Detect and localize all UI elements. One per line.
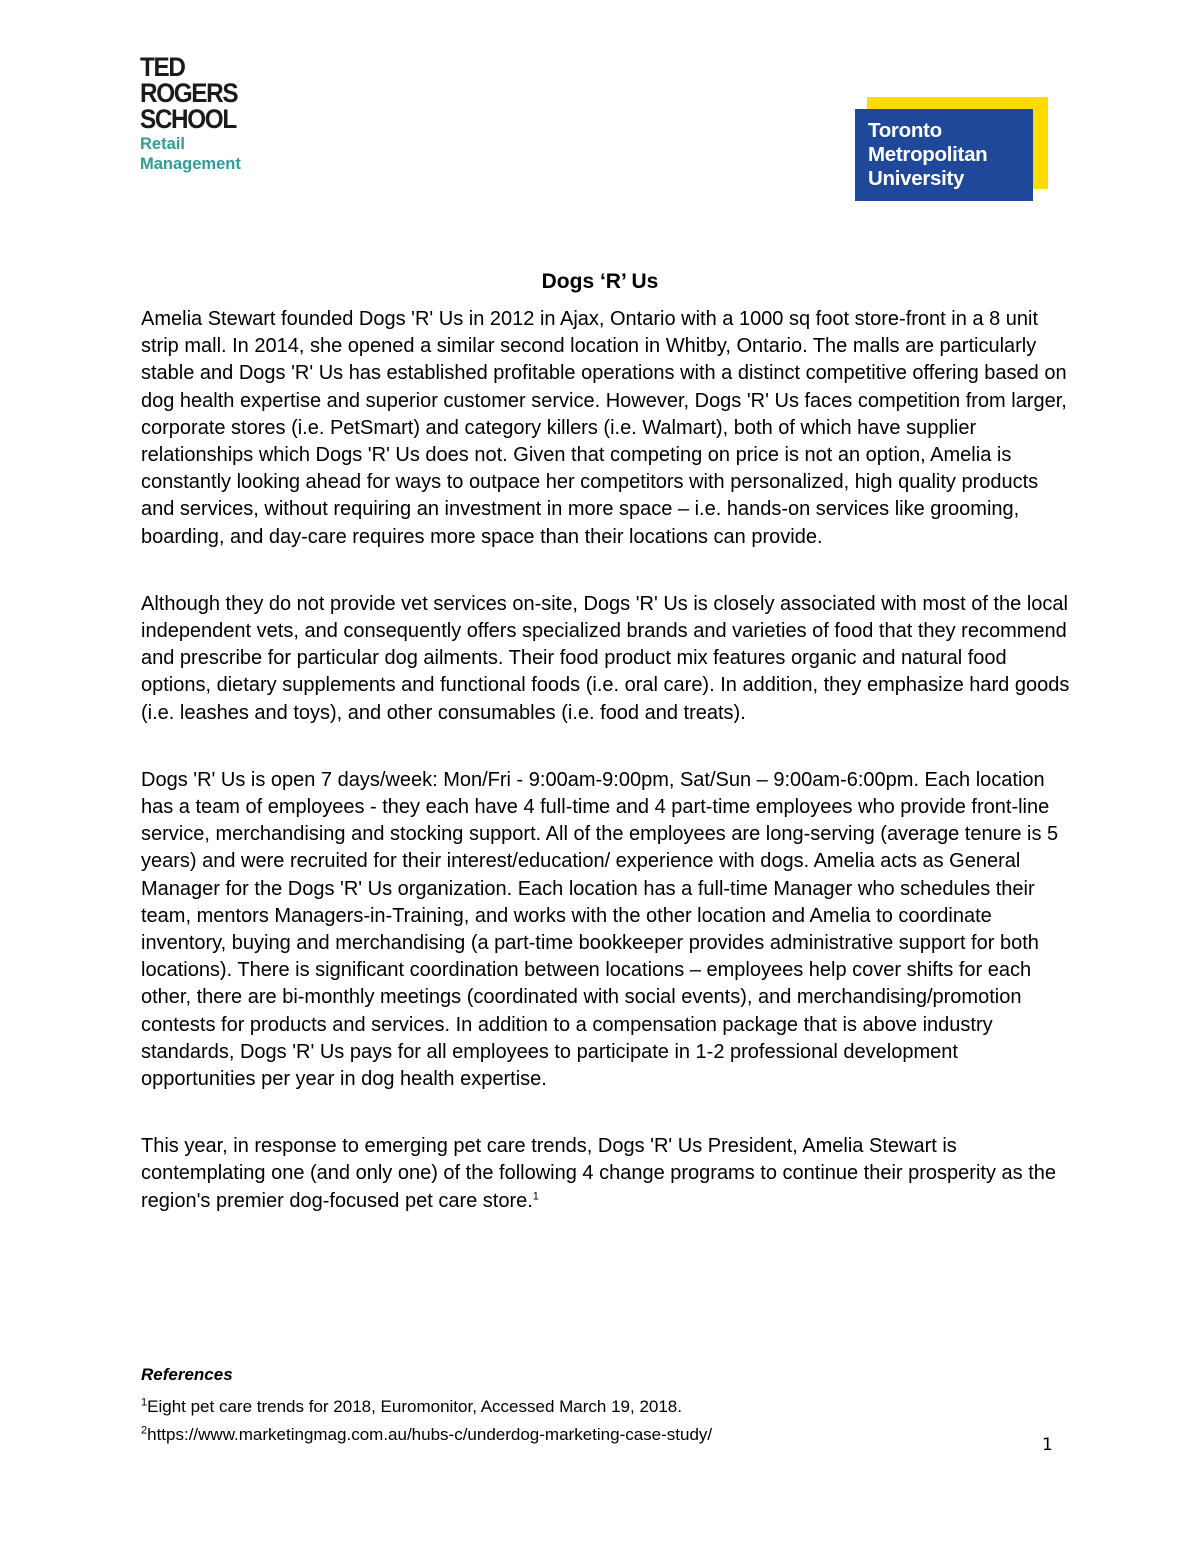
logo-line-management: Management <box>140 155 241 173</box>
paragraph-products: Although they do not provide vet services on-site, Dogs 'R' Us is closely associated with most of the local independent vets, and consequently offers specialized brands and varieties of food that they recommend and prescribe for particular dog ailments. Their food product mix features organic and natural food options, dietary supplements and functional foods (i.e. oral care). In addition, they emphasize hard goods (i.e. leashes and toys), and other consumables (i.e. food and treats). <box>141 592 1070 724</box>
references-section <box>141 1364 1071 1452</box>
paragraph-intro: Amelia Stewart founded Dogs 'R' Us in 2012 in Ajax, Ontario with a 1000 sq foot store-front in a 8 unit strip mall. In 2014, she opened a similar second location in Whitby, Ontario. The malls are particularly stable and Dogs 'R' Us has established profitable operations with a distinct competitive offering based on dog health expertise and superior customer service. However, Dogs 'R' Us faces competition from larger, corporate stores (i.e. PetSmart) and category killers (i.e. Walmart), both of which have supplier relationships which Dogs 'R' Us does not. Given that competing on price is not an option, Amelia is constantly looking ahead for ways to outpace her competitors with personalized, high quality products and services, without requiring an investment in more space – i.e. hands-on services like grooming, boarding, and day-care requires more space than their locations can provide. <box>141 308 1067 548</box>
tmu-logo <box>855 97 1048 203</box>
reference-item <box>141 1396 1071 1418</box>
page-number: 1 <box>1042 1435 1053 1455</box>
tmu-line-toronto: Toronto <box>868 119 942 142</box>
logo-line-retail: Retail <box>140 135 185 153</box>
references-heading: References <box>141 1365 233 1384</box>
paragraph-change-programs <box>141 1133 1071 1215</box>
reference-item <box>141 1424 1071 1446</box>
tmu-line-metropolitan: Metropolitan <box>868 143 988 166</box>
document-body <box>141 306 1071 1215</box>
reference-marker: 2 <box>141 1424 148 1437</box>
paragraph-change-programs-text: This year, in response to emerging pet care trends, Dogs 'R' Us President, Amelia Stewart is contemplating one (and only one) of the following 4 change programs to continue their prosperity as the region's premier dog-focused pet care store. <box>141 1135 1056 1212</box>
reference-marker: 1 <box>141 1396 148 1409</box>
footnote-marker: 1 <box>532 1190 539 1203</box>
document-title: Dogs ‘R’ Us <box>541 270 659 293</box>
paragraph-operations: Dogs 'R' Us is open 7 days/week: Mon/Fri - 9:00am-9:00pm, Sat/Sun – 9:00am-6:00pm. Each location has a team of employees - they each have 4 full-time and 4 part-time employees who provide front-line service, merchandising and stocking support. All of the employees are long-serving (average tenure is 5 years) and were recruited for their interest/education/ experience with dogs. Amelia acts as General Manager for the Dogs 'R' Us organization. Each location has a full-time Manager who schedules their team, mentors Managers-in-Training, and works with the other location and Amelia to coordinate inventory, buying and merchandising (a part-time bookkeeper provides administrative support for both locations). There is significant coordination between locations – employees help cover shifts for each other, there are bi-monthly meetings (coordinated with social events), and merchandising/promotion contests for products and services. In addition to a compensation package that is above industry standards, Dogs 'R' Us pays for all employees to participate in 1-2 professional development opportunities per year in dog health expertise. <box>141 768 1059 1091</box>
reference-link[interactable]: https://www.marketingmag.com.au/hubs-c/underdog-marketing-case-study/ <box>147 1425 713 1444</box>
ted-rogers-school-logo <box>140 54 310 184</box>
logo-line-rogers: ROGERS <box>140 78 238 108</box>
tmu-logo-blue-block <box>855 109 1033 201</box>
logo-line-ted: TED <box>140 52 185 82</box>
reference-text: Eight pet care trends for 2018, Euromonitor, Accessed March 19, 2018. <box>147 1397 682 1416</box>
tmu-line-university: University <box>868 167 965 190</box>
logo-line-school: SCHOOL <box>140 104 236 134</box>
